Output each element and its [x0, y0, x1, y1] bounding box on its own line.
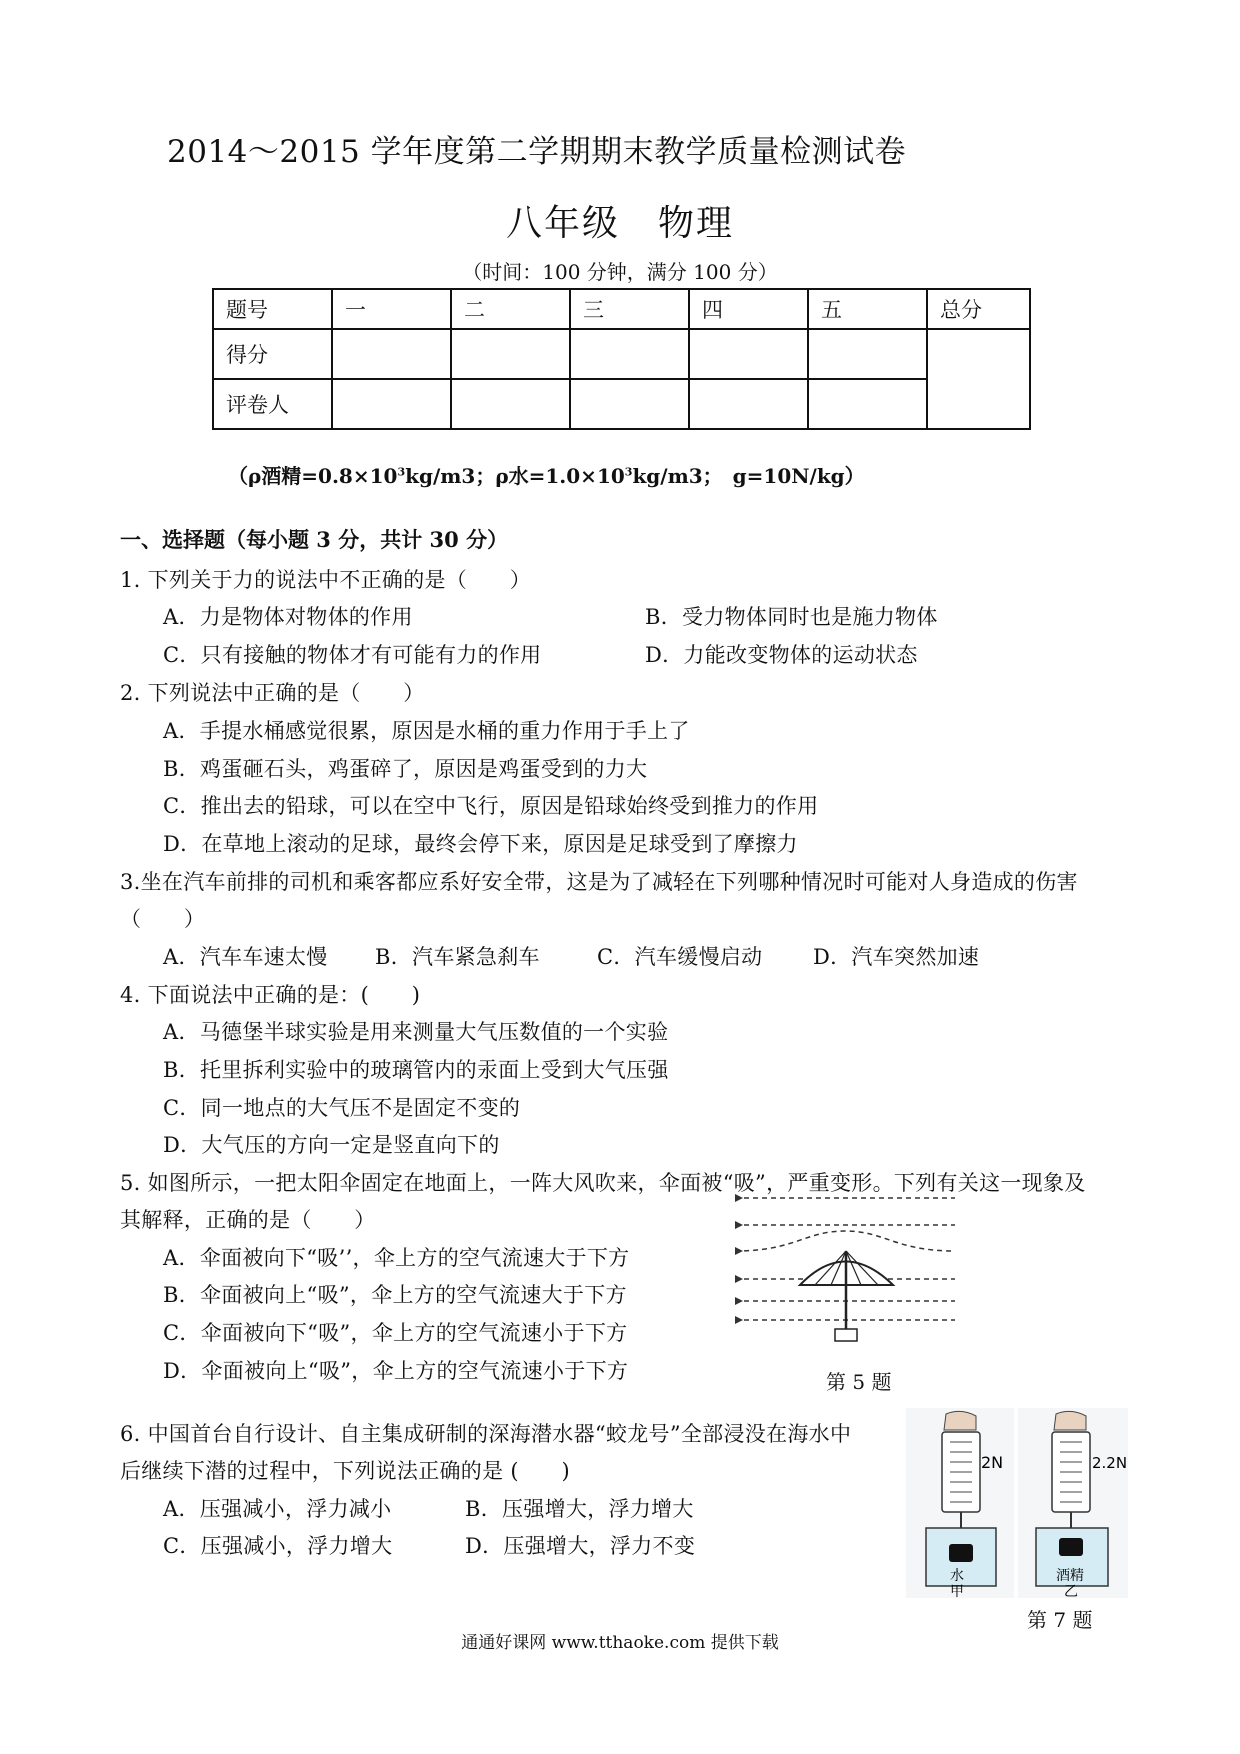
q5-option-b: B．伞面被向上“吸”，伞上方的空气流速大于下方: [163, 1283, 627, 1307]
score-row: [213, 329, 1030, 379]
row-label: 评卷人: [213, 379, 332, 429]
q2-option-b: B．鸡蛋砸石头，鸡蛋碎了，原因是鸡蛋受到的力大: [163, 757, 648, 781]
q6-option-d: D．压强增大，浮力不变: [465, 1534, 696, 1558]
q3-option-a: A．汽车车速太慢: [163, 945, 328, 969]
score-cell: [808, 329, 927, 379]
q4-option-c: C．同一地点的大气压不是固定不变的: [163, 1096, 521, 1120]
header-cell: 一: [332, 289, 451, 329]
score-table-header-row: [213, 289, 1030, 329]
score-cell: [570, 329, 689, 379]
exam-title: 2014～2015 学年度第二学期期末教学质量检测试卷: [167, 134, 907, 170]
q2-stem: 2. 下列说法中正确的是（ ）: [120, 681, 425, 705]
q1-stem: 1. 下列关于力的说法中不正确的是（ ）: [120, 568, 532, 592]
grader-cell: [808, 379, 927, 429]
score-cell: [451, 329, 570, 379]
row-label: 得分: [213, 329, 332, 379]
score-cell: [332, 329, 451, 379]
exam-time-note: （时间：100 分钟，满分 100 分）: [462, 260, 778, 284]
physical-constants: （ρ酒精$=0.8\times 10^3kg/m3$；ρ水$=1.0\times 10^3kg/m3$； g=10N/kg）: [228, 464, 865, 488]
q6-option-b: B．压强增大，浮力增大: [465, 1497, 694, 1521]
figure-7-caption: 第 7 题: [1027, 1608, 1093, 1632]
q6-stem-line2: 后继续下潜的过程中，下列说法正确的是 ( ): [120, 1459, 570, 1483]
q4-option-b: B．托里拆利实验中的玻璃管内的汞面上受到大气压强: [163, 1058, 669, 1082]
section-1-title: 一、选择题（每小题 3 分，共计 30 分）: [120, 527, 509, 552]
umbrella-wind-figure: [735, 1193, 960, 1343]
left-liquid-label: 水: [950, 1568, 964, 1584]
grader-cell: [570, 379, 689, 429]
grader-cell: [451, 379, 570, 429]
header-cell: 五: [808, 289, 927, 329]
q1-option-b: B．受力物体同时也是施力物体: [645, 605, 938, 629]
q3-option-b: B．汽车紧急刹车: [375, 945, 540, 969]
figure-5-caption: 第 5 题: [826, 1370, 892, 1394]
grader-cell: [332, 379, 451, 429]
q2-option-c: C．推出去的铅球，可以在空中飞行，原因是铅球始终受到推力的作用: [163, 794, 819, 818]
q4-stem: 4. 下面说法中正确的是：( ): [120, 983, 421, 1007]
header-cell: 三: [570, 289, 689, 329]
q6-stem-line1: 6. 中国首台自行设计、自主集成研制的深海潜水器“蛟龙号”全部浸没在海水中: [120, 1422, 852, 1446]
exam-subject: 八年级 物理: [505, 203, 734, 244]
q1-option-c: C．只有接触的物体才有可能有力的作用: [163, 643, 542, 667]
q1-option-a: A．力是物体对物体的作用: [163, 605, 413, 629]
right-reading: 2.2N: [1092, 1454, 1128, 1472]
header-cell: 总分: [927, 289, 1030, 329]
q5-stem-line2: 其解释，正确的是（ ）: [120, 1208, 376, 1232]
q3-stem: 3.坐在汽车前排的司机和乘客都应系好安全带，这是为了减轻在下列哪种情况时可能对人身造成的伤害: [120, 870, 1078, 894]
grader-cell: [689, 379, 808, 429]
q4-option-d: D．大气压的方向一定是竖直向下的: [163, 1133, 500, 1157]
spring-balance-figure: [906, 1408, 1131, 1598]
q5-option-c: C．伞面被向下“吸”，伞上方的空气流速小于下方: [163, 1321, 628, 1345]
score-table: [212, 288, 1031, 430]
q3-option-d: D．汽车突然加速: [813, 945, 980, 969]
score-cell: [689, 329, 808, 379]
q2-option-a: A．手提水桶感觉很累，原因是水桶的重力作用于手上了: [163, 719, 690, 743]
q6-option-c: C．压强减小，浮力增大: [163, 1534, 393, 1558]
right-figure-label: 乙: [1064, 1584, 1078, 1598]
page-footer: 通通好课网 www.tthaoke.com 提供下载: [461, 1633, 779, 1653]
q4-option-a: A．马德堡半球实验是用来测量大气压数值的一个实验: [163, 1020, 669, 1044]
q2-option-d: D．在草地上滚动的足球，最终会停下来，原因是足球受到了摩擦力: [163, 832, 798, 856]
header-cell: 题号: [213, 289, 332, 329]
q5-option-d: D．伞面被向上“吸”，伞上方的空气流速小于下方: [163, 1359, 629, 1383]
q3-blank: （ ）: [120, 907, 206, 931]
q3-option-c: C．汽车缓慢启动: [597, 945, 763, 969]
left-reading: 2N: [981, 1453, 1004, 1472]
grader-row: [213, 379, 1030, 429]
q5-option-a: A．伞面被向下“吸’’，伞上方的空气流速大于下方: [163, 1246, 630, 1270]
header-cell: 二: [451, 289, 570, 329]
header-cell: 四: [689, 289, 808, 329]
q6-option-a: A．压强减小，浮力减小: [163, 1497, 392, 1521]
total-cell: [927, 329, 1030, 429]
left-figure-label: 甲: [950, 1584, 964, 1598]
right-liquid-label: 酒精: [1056, 1568, 1084, 1584]
q1-option-d: D．力能改变物体的运动状态: [645, 643, 918, 667]
q5-stem-line1: 5. 如图所示，一把太阳伞固定在地面上，一阵大风吹来，伞面被“吸”，严重变形。下列有关这一现象及: [120, 1171, 1086, 1195]
